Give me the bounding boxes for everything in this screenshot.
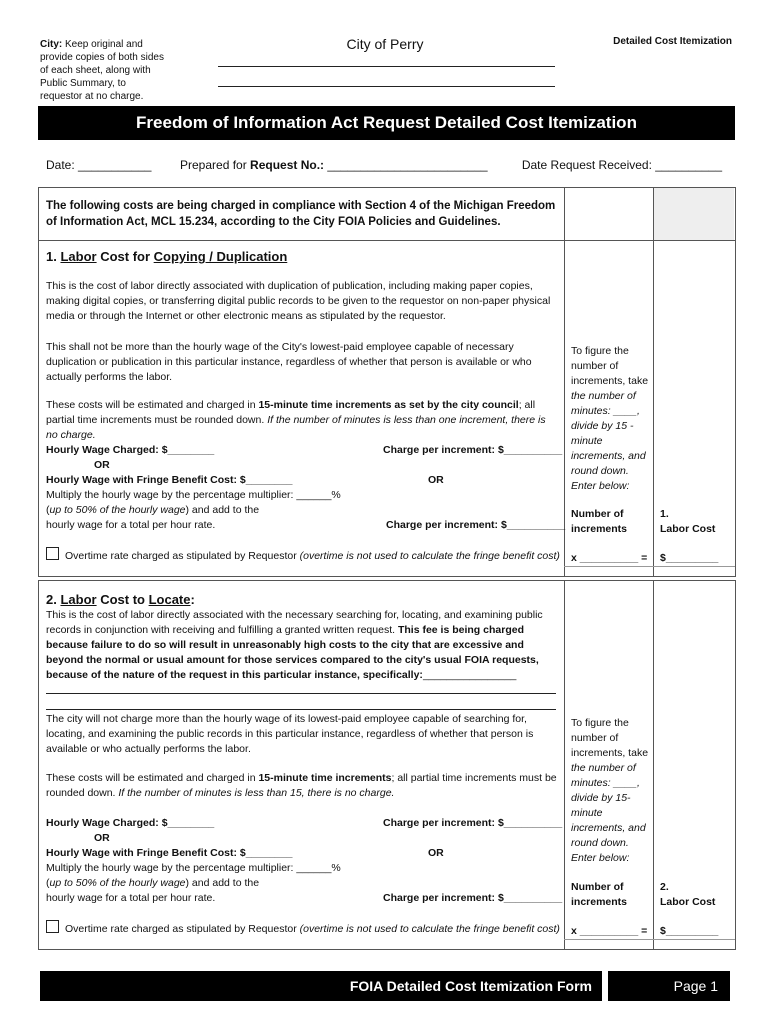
s2-side-a: To figure the number of increments, take [571,717,649,759]
s2-num: 2. [46,592,61,607]
s2-upto: (up to 50% of the hourly wage) and add to the [46,877,260,889]
s1-paragraph-3 [46,398,560,443]
s1-overtime-row [46,547,560,564]
date-received-field[interactable]: Date Request Received: __________ [521,158,722,172]
s2-charge-per-increment-1[interactable]: Charge per increment: $__________ [383,817,563,829]
s2-colon: : [190,592,195,607]
header-line-2 [218,86,555,87]
title-bar [38,106,735,140]
s2-side-instructions [571,716,651,866]
s2-or-1: OR [94,832,110,844]
request-no-label: Request No.: [250,158,325,172]
s1-overtime-a: Overtime rate charged as stipulated by Requestor [65,550,300,562]
s2-specifically-line-2[interactable] [46,709,556,710]
s1-side-instructions [571,344,651,494]
s2-overtime-b: (overtime is not used to calculate the fringe benefit cost) [299,923,560,935]
s2-overtime-checkbox[interactable] [46,920,59,933]
s1-or-2: OR [428,474,444,486]
date-field[interactable]: Date: ___________ [46,158,152,172]
header-line-1 [218,66,555,67]
s2-side-b: the number of minutes: ____, divide by 15-minute increments, and round down. Enter below: [571,762,646,864]
s1-labor-cost-value[interactable]: $_________ [660,552,719,564]
s2-or-2: OR [428,847,444,859]
s2-charge-per-increment-2[interactable]: Charge per increment: $__________ [383,892,563,904]
s1-labor: Labor [60,249,97,264]
s1-charge-per-increment-2[interactable]: Charge per increment: $__________ [386,519,566,531]
section1-heading [46,249,287,264]
s1-num: 1. [46,249,61,264]
s1-copying: Copying / Duplication [153,249,288,264]
s2-overtime-row [46,920,560,937]
s1-add1: ) and add to the [185,504,260,516]
s1-p3a: These costs will be estimated and charged in [46,399,259,411]
s1-p3b: 15-minute time increments as set by the city council [258,399,519,411]
s1-labor-cost-number: 1. [660,508,669,520]
s1-intro-divider [38,240,735,241]
s1-overtime-checkbox[interactable] [46,547,59,560]
s2-p1b: This fee is being charged because failure to do so will result in unreasonably high costs to the city that are excessive and beyond the normal or usual amount for those services compared to the city's usual FOIA requests, because of the nature of the request in this particular instance, specifically: [46,624,539,681]
city-name: City of Perry [346,36,424,52]
s1-side-a: To figure the number of increments, take [571,345,649,387]
s2-col-divider-1 [564,580,565,949]
footer-page-number: Page 1 [673,978,718,994]
prepared-for-field[interactable] [180,158,488,172]
s2-number-of-increments: Number of increments [571,881,628,908]
intro-text: The following costs are being charged in compliance with Section 4 of the Michigan Freedom of Information Act, MCL 15.234, according to the City FOIA Policies and Guidelines. [46,200,556,228]
s2-specifically-line-1[interactable] [46,693,556,694]
s2-p3c: ; all partial time increments must be rounded down. [46,772,557,799]
s2-multiply-row[interactable]: x __________ = [571,925,648,937]
s2-p3d: If the number of minutes is less than 15, there is no charge. [118,787,395,799]
page-title: Freedom of Information Act Request Detailed Cost Itemization [136,113,637,132]
s1-paragraph-2: This shall not be more than the hourly wage of the City's lowest-paid employee capable of necessary duplication or publication in this particular instance, regardless of whether that person is available or who actually performs the labor. [46,341,532,383]
footer-form-name: FOIA Detailed Cost Itemization Form [349,978,592,994]
s2-p1c[interactable]: ________________ [422,669,517,681]
s1-cost-for: Cost for [96,249,154,264]
s1-or-1: OR [94,459,110,471]
s1-upto-text: up to 50% of the hourly wage [49,504,186,516]
request-no-blank: ________________________ [324,158,488,172]
s1-right-divider [564,566,735,567]
s1-charge-per-increment-1[interactable]: Charge per increment: $__________ [383,444,563,456]
s1-labor-cost-label: Labor Cost [660,523,716,535]
s2-multiplier[interactable]: Multiply the hourly wage by the percentage multiplier: ______% [46,862,341,874]
s2-add1: ) and add to the [185,877,260,889]
s2-add2: hourly wage for a total per hour rate. [46,892,216,904]
s2-labor-cost-value[interactable]: $_________ [660,925,719,937]
s2-right-divider [564,939,735,940]
s1-paragraph-1: This is the cost of labor directly associated with duplication of publication, including making paper copies, making digital copies, or transferring digital public records to be given to the requestor on non-paper physical media or through the Internet or other electronic means as stipulated by the requestor. [46,280,551,322]
s2-labor-cost-label: Labor Cost [660,896,716,908]
s1-fringe-wage[interactable]: Hourly Wage with Fringe Benefit Cost: $________ [46,474,293,486]
s2-overtime-a: Overtime rate charged as stipulated by Requestor [65,923,300,935]
s2-upto-text: up to 50% of the hourly wage [49,877,186,889]
s2-cost-to: Cost to [96,592,149,607]
s1-col-divider-2 [653,187,654,576]
s1-p3d: If the number of minutes is less than one increment, there is no charge. [46,414,546,441]
section2-heading [46,592,195,607]
s2-fringe-wage[interactable]: Hourly Wage with Fringe Benefit Cost: $________ [46,847,293,859]
city-note: Keep original and provide copies of both sides of each sheet, along with Public Summary, to requestor at no charge. [40,39,164,102]
city-label: City: [40,39,63,50]
top-right-title: Detailed Cost Itemization [613,36,732,47]
city-instructions [40,38,170,103]
s1-number-of-increments: Number of increments [571,508,628,535]
footer-form-name-bar [40,971,602,1001]
s2-hourly-wage[interactable]: Hourly Wage Charged: $________ [46,817,215,829]
s2-paragraph-1 [46,608,558,683]
s1-multiply-row[interactable]: x __________ = [571,552,648,564]
s1-side-b: the number of minutes: ____, divide by 15 -minute increments, and round down. Enter below: [571,390,646,492]
s2-p3b: 15-minute time increments [258,772,392,784]
s2-paragraph-3 [46,771,561,801]
s2-col-divider-2 [653,580,654,949]
s1-add2: hourly wage for a total per hour rate. [46,519,216,531]
s2-labor-cost-number: 2. [660,881,669,893]
s1-hourly-wage[interactable]: Hourly Wage Charged: $________ [46,444,215,456]
s1-p3c: ; all partial time increments must be rounded down. [46,399,536,426]
s2-p1a: This is the cost of labor directly associated with the necessary searching for, locating, and examining public records in conjunction with receiving and fulfilling a granted written request. [46,609,543,636]
s2-labor: Labor [60,592,97,607]
s1-multiplier[interactable]: Multiply the hourly wage by the percentage multiplier: ______% [46,489,341,501]
s2-locate: Locate [148,592,191,607]
prepared-prefix: Prepared for [180,158,251,172]
s1-upto: (up to 50% of the hourly wage) and add to the [46,504,260,516]
s1-header-gray-cell [654,188,734,240]
footer-page-bar [608,971,730,1001]
s2-p3a: These costs will be estimated and charged in [46,772,259,784]
s2-paragraph-2: The city will not charge more than the hourly wage of its lowest-paid employee capable of searching for, locating, and examining the public records in this particular instance, regardless of whether that person is available or who actually performs the labor. [46,713,534,755]
s1-overtime-b: (overtime is not used to calculate the fringe benefit cost) [299,550,560,562]
